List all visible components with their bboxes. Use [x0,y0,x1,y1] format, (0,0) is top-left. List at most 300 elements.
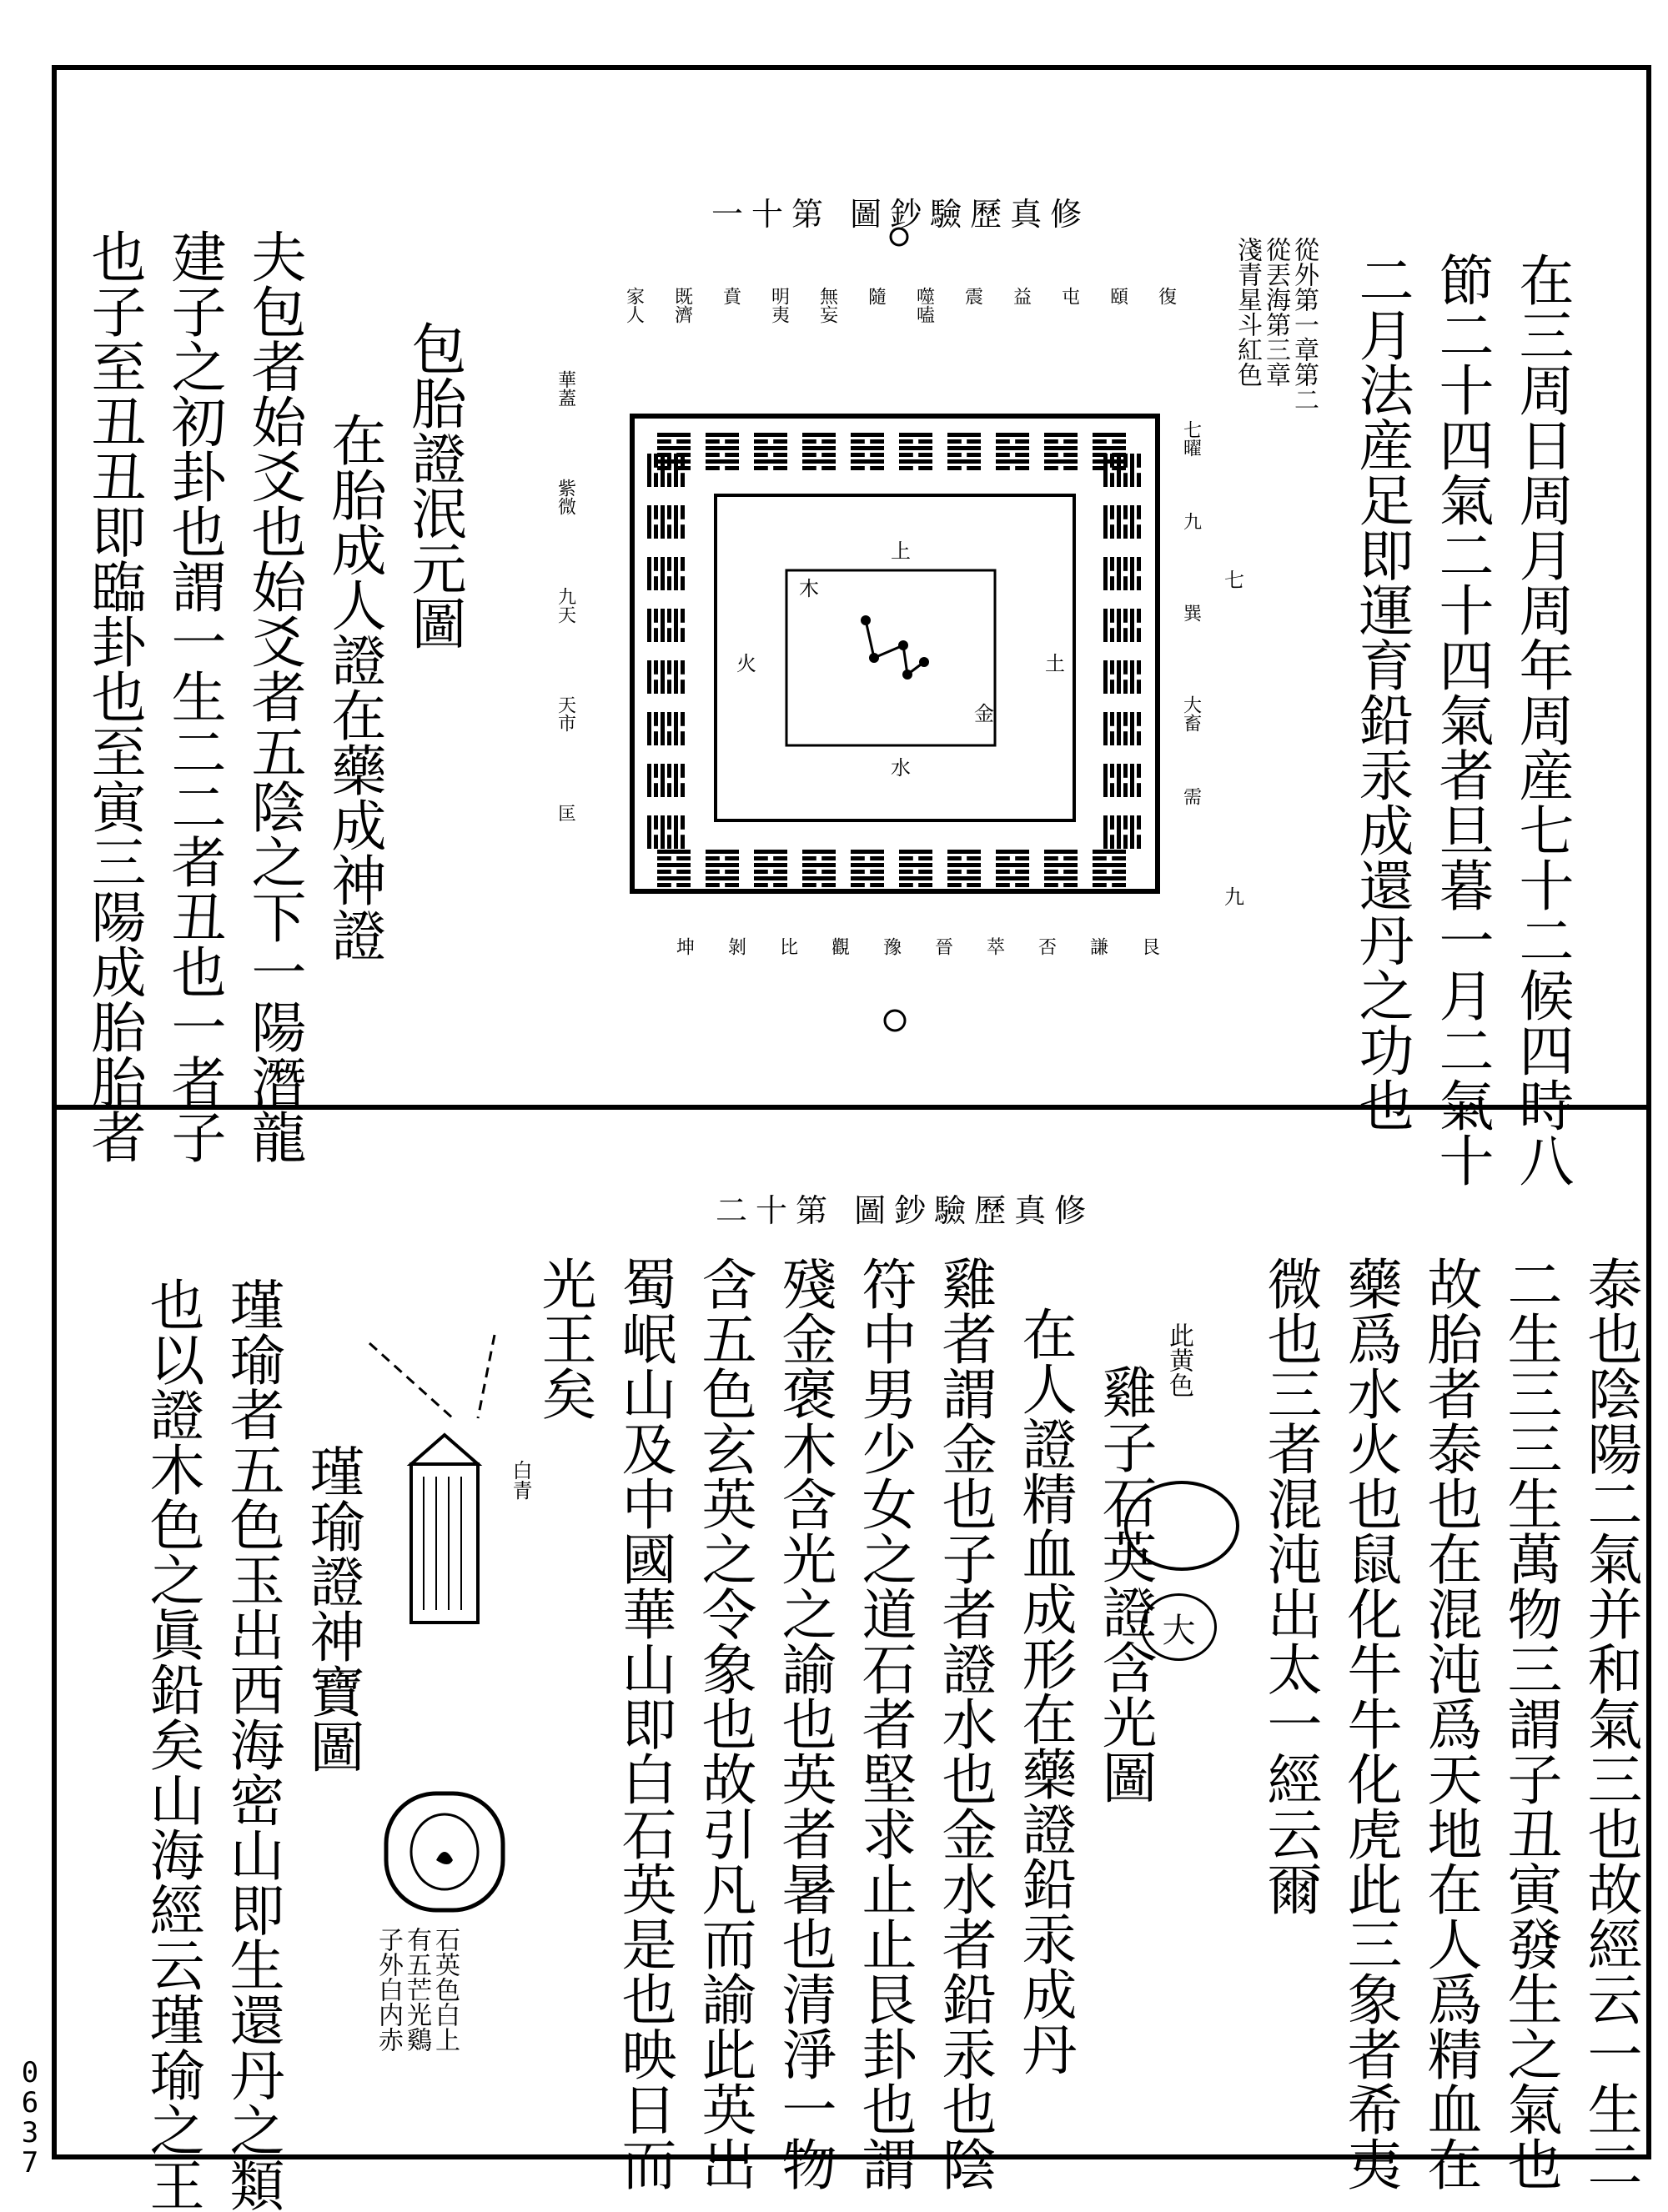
hexagram-line [1123,835,1128,849]
hexagram-line [996,439,1010,444]
hexagram-line [996,883,1010,887]
hexagram-line [754,870,768,874]
bottom-circle-marker [885,1011,905,1031]
diagram-label: 土 [1045,652,1065,675]
hexagram-line [996,433,1029,437]
hexagram-line [1110,628,1114,642]
bagua-diagram [524,220,1274,1054]
hexagram-line [674,557,678,590]
hexagram-line [667,835,671,849]
hexagram-line [754,459,787,464]
hexagram-line [1110,660,1114,675]
hexagram-line [802,883,816,887]
hexagram-line [1063,453,1078,457]
hexagram-line [947,466,962,470]
hexagram-line [661,454,665,487]
hexagram-line [851,453,865,457]
hexagram-line [1137,524,1141,539]
hexagram-line [1044,883,1058,887]
jade-illustration [361,1327,553,1994]
hexagram-line [667,473,671,487]
hexagram-line [1044,446,1078,450]
hexagram-line [851,850,884,854]
folio-digit: 0 [21,2056,39,2089]
hexagram-line [754,453,768,457]
annotation: 從外第一章第二 [1289,237,1319,412]
hexagram-line [899,870,913,874]
diagram-label: 謙 [1087,937,1108,956]
hexagram-line [996,863,1029,867]
diagram-heading: 包胎證泯元圖 [402,320,466,650]
hexagram-line [1117,764,1121,797]
hexagram-line [996,466,1010,470]
hexagram-line [1093,439,1107,444]
small-note: 白青 [509,1460,532,1500]
hexagram-line [851,856,865,860]
hexagram-line [1130,557,1134,590]
hexagram-line [996,870,1010,874]
hexagram-line [1137,576,1141,590]
hexagram-line [1110,557,1114,571]
hexagram-line [802,856,816,860]
hexagram-line [918,870,932,874]
hexagram-line [1117,557,1121,590]
diagram-label: 晉 [932,937,953,956]
diagram-label: 火 [736,652,756,675]
hexagram-line [1093,446,1126,450]
diagram-label: 天市 [555,695,576,732]
hexagram-line [947,870,962,874]
hexagram-line [754,466,768,470]
hexagram-line [1063,870,1078,874]
hexagram-line [681,731,685,745]
hexagram-line [1063,439,1078,444]
hexagram-line [870,870,884,874]
hexagram-line [967,856,981,860]
diagram-label: 九 [1180,512,1202,530]
hexagram-line [654,764,658,778]
hexagram-line [821,439,836,444]
hexagram-line [706,870,720,874]
hexagram-line [1112,870,1126,874]
hexagram-line [661,712,665,745]
hexagram-line [681,454,685,468]
hexagram-line [802,446,836,450]
hexagram-line [1103,712,1108,745]
hexagram-line [1123,505,1128,519]
hexagram-line [681,628,685,642]
hexagram-line [657,883,671,887]
diagram-label: 萃 [983,937,1005,956]
hexagram-line [654,557,658,571]
hexagram-line [947,850,981,854]
hexagram-line [661,764,665,797]
hexagram-line [870,466,884,470]
diagram-label: 坤 [673,937,695,956]
hexagram-line [967,883,981,887]
diagram-label: 明夷 [768,287,790,324]
circle-badge-label: 大 [1162,1612,1196,1650]
hexagram-line [1015,856,1029,860]
hexagram-line [851,433,884,437]
hexagram-line [654,628,658,642]
hexagram-line [674,660,678,694]
hexagram-line [870,856,884,860]
text-column: 雞者謂金也子者證水也金水者鉛汞也陰 [932,1256,997,2191]
hexagram-line [802,453,816,457]
hexagram-line [647,505,651,539]
hexagram-line [1117,609,1121,642]
hexagram-line [899,446,932,450]
text-column: 在三周日周月周年周産七十二候四時八 [1510,252,1574,1187]
hexagram-line [681,660,685,675]
hexagram-line [802,433,836,437]
hexagram-line [676,870,691,874]
hexagram-line [706,856,720,860]
hexagram-line [947,876,981,880]
hexagram-line [1110,731,1114,745]
top-left-text [73,228,474,1164]
hexagram-line [1137,783,1141,797]
hexagram-line [754,883,768,887]
hexagram-line [1063,883,1078,887]
hexagram-line [821,466,836,470]
hexagram-line [1103,660,1108,694]
hexagram-line [1044,466,1058,470]
hexagram-line [1015,439,1029,444]
diagram-subheading: 在人證精血成形在藥證鉛汞成丹 [1012,1306,1077,2076]
diagram-label: 隨 [865,287,887,305]
hexagram-line [681,680,685,694]
hexagram-line [725,883,739,887]
hexagram-line [947,459,981,464]
diagram-label: 比 [776,937,798,956]
hexagram-line [1015,870,1029,874]
text-column: 也以證木色之眞鉛矣山海經云瑾瑜之王 [140,1277,204,2212]
hexagram-line [706,439,720,444]
hexagram-line [647,764,651,797]
hexagram-line [1123,712,1128,726]
diagram-label: 匡 [555,804,576,822]
hexagram-line [773,883,787,887]
hexagram-line [1137,628,1141,642]
diagram-label: 賁 [720,287,741,305]
hexagram-line [647,815,651,849]
diagram-label: 金 [974,702,994,725]
hexagram-line [706,446,739,450]
hexagram-line [661,660,665,694]
hexagram-line [1063,856,1078,860]
hexagram-line [754,433,787,437]
hexagram-line [996,459,1029,464]
hexagram-line [851,446,884,450]
hexagram-line [667,712,671,726]
hexagram-line [657,870,671,874]
annotation: 從丟海第三章 [1261,237,1290,387]
hexagram-line [647,557,651,590]
hexagram-line [773,856,787,860]
diagram-heading: 雞子石英證含光圖 [1093,1364,1157,1804]
hexagram-line [947,439,962,444]
hexagram-line [1130,609,1134,642]
hexagram-line [851,870,865,874]
hexagram-line [1112,856,1126,860]
hexagram-line [918,439,932,444]
hexagram-line [802,850,836,854]
diagram-label: 豫 [880,937,902,956]
hexagram-line [821,883,836,887]
hexagram-line [1112,439,1126,444]
hexagram-line [870,439,884,444]
diagram-subheading: 在胎成人證在藥成神證 [322,412,386,962]
star-map [861,615,929,680]
hexagram-line [654,815,658,830]
hexagram-line [654,473,658,487]
hexagram-line [1137,764,1141,778]
hexagram-line [654,576,658,590]
hexagram-line [1093,433,1126,437]
hexagram-line [725,870,739,874]
hexagram-line [899,850,932,854]
folio-digit: 6 [21,2086,39,2119]
diagram-label: 上 [891,539,911,563]
hexagram-line [773,466,787,470]
hexagram-line [681,712,685,726]
hexagram-line [1137,712,1141,726]
hexagram-line [667,628,671,642]
diagram-label: 剝 [725,937,746,956]
hexagram-line [1123,815,1128,830]
hexagram-line [947,856,962,860]
hexagram-line [1130,454,1134,487]
text-column: 二生三三生萬物三謂子丑寅發生之氣也 [1498,1256,1562,2191]
hexagram-line [947,453,962,457]
hexagram-line [1130,815,1134,849]
hexagram-line [654,731,658,745]
hexagram-line [1110,524,1114,539]
hexagram-line [1130,764,1134,797]
hexagram-line [1103,454,1108,487]
hexagram-line [754,439,768,444]
text-column: 瑾瑜者五色玉出西海密山即生還丹之類 [220,1277,284,2212]
top-circle-marker [891,228,907,245]
diagram-label: 否 [1035,937,1057,956]
hexagram-line [1044,433,1078,437]
hexagram-line [1117,454,1121,487]
hexagram-line [1110,783,1114,797]
hexagram-line [802,870,816,874]
hexagram-line [1117,505,1121,539]
diagram-label: 家人 [623,287,645,324]
hexagram-line [681,505,685,519]
hexagram-line [661,557,665,590]
diagram-label: 無妄 [816,287,838,324]
hexagram-line [996,850,1029,854]
hexagram-line [1110,712,1114,726]
hexagram-line [681,609,685,623]
hexagram-line [674,712,678,745]
hexagram-line [918,466,932,470]
hexagram-line [674,764,678,797]
folio-digit: 7 [21,2146,39,2179]
hexagram-line [676,856,691,860]
hexagram-line [706,453,720,457]
hexagram-line [667,764,671,778]
hexagram-line [1137,660,1141,675]
hexagram-line [1130,505,1134,539]
caption-line: 石英色白上 [430,1927,460,2052]
hexagram-line [851,883,865,887]
hexagram-line [754,850,787,854]
hexagram-line [773,439,787,444]
diagram-label: 紫微 [555,479,576,515]
hexagram-line [899,459,932,464]
hexagram-line [1093,856,1107,860]
diagram-heading: 瑾瑜證神寶圖 [300,1443,364,1773]
hexagram-line [1093,870,1107,874]
diagram-label: 噬嗑 [913,287,935,324]
hexagram-line [667,731,671,745]
hexagram-line [1117,660,1121,694]
hexagram-line [1137,557,1141,571]
hexagram-line [725,453,739,457]
diagram-label: 屯 [1058,287,1080,305]
hexagram-line [947,883,962,887]
color-annotation: 此黄色 [1164,1322,1193,1397]
hexagram-line [996,876,1029,880]
hexagram-line [654,835,658,849]
hexagram-line [802,459,836,464]
hexagram-line [1015,883,1029,887]
hexagram-line [661,505,665,539]
hexagram-line [918,453,932,457]
hexagram-line [1137,731,1141,745]
hexagram-line [667,524,671,539]
hexagram-line [654,524,658,539]
diagram-label: 既濟 [671,287,693,324]
hexagram-line [1044,876,1078,880]
hexagram-line [657,850,691,854]
text-column: 夫包者始爻也始爻者五陰之下一陽潛龍 [242,228,306,1164]
hexagram-line [667,505,671,519]
hexagram-line [654,505,658,519]
hexagram-line [918,883,932,887]
diagram-label: 九天 [555,587,576,624]
hexagram-line [657,876,691,880]
bottom-title: 修真歷驗鈔圖 第十二 [716,1192,1095,1229]
hexagram-line [657,439,671,444]
hexagram-line [899,453,913,457]
hexagram-line [654,660,658,675]
diagram-label: 益 [1010,287,1032,305]
diagram-label: 巽 [1180,604,1202,622]
hexagram-line [681,764,685,778]
hexagram-line [1123,454,1128,468]
diagram-label: 大畜 [1180,695,1202,732]
diagram-label: 頤 [1107,287,1128,305]
hexagram-line [654,454,658,468]
text-column: 光王矣 [532,1256,596,1421]
caption-line: 有五芒光鷄 [402,1927,431,2052]
text-column: 建子之初卦也謂一生二二者丑也一者子 [162,228,226,1164]
hexagram-line [1137,835,1141,849]
hexagram-line [667,815,671,830]
hexagram-line [681,815,685,830]
hexagram-line [667,680,671,694]
hexagram-line [1044,850,1078,854]
hexagram-line [1110,835,1114,849]
hexagram-line [681,524,685,539]
hexagram-line [1103,505,1108,539]
diagram-label: 需 [1180,787,1202,805]
hexagram-line [967,439,981,444]
diagram-label: 觀 [828,937,850,956]
hexagram-line [654,680,658,694]
diagram-label: 水 [891,756,911,780]
hexagram-line [1103,815,1108,849]
hexagram-line [802,876,836,880]
hexagram-line [667,557,671,571]
hexagram-line [754,863,787,867]
hexagram-line [1130,660,1134,694]
hexagram-line [674,609,678,642]
text-column: 也子至丑丑即臨卦也至寅三陽成胎胎者 [82,228,146,1164]
hexagram-line [657,863,691,867]
bottom-panel [57,1110,1646,2212]
hexagram-line [674,815,678,849]
hexagram-line [647,609,651,642]
hexagram-line [773,453,787,457]
hexagram-line [1110,764,1114,778]
hexagram-line [1137,473,1141,487]
hexagram-line [773,870,787,874]
hexagram-line [706,466,720,470]
hexagram-line [1044,856,1058,860]
top-panel [57,70,1646,1187]
hexagram-line [667,454,671,468]
hexagram-line [967,466,981,470]
hexagram-line [706,850,739,854]
hexagram-line [1123,576,1128,590]
hexagram-line [1112,883,1126,887]
hexagram-line [851,439,865,444]
hexagram-line [802,863,836,867]
hexagram-line [967,870,981,874]
hexagram-line [1137,454,1141,468]
hexagram-line [647,454,651,487]
hexagram-line [681,473,685,487]
hexagram-line [657,446,691,450]
hexagram-line [1044,453,1058,457]
hexagram-line [1110,454,1114,468]
stone-caption [374,1927,459,2052]
hexagram-line [681,576,685,590]
hexagram-line [899,433,932,437]
hexagram-line [967,453,981,457]
hexagram-line [1110,815,1114,830]
hexagram-line [706,459,739,464]
text-column: 故胎者泰也在混沌爲天地在人爲精血在 [1418,1256,1482,2191]
hexagram-line [1015,466,1029,470]
hexagram-line [1137,815,1141,830]
hexagram-line [674,454,678,487]
hexagram-line [667,783,671,797]
diagram-label: 震 [962,287,983,305]
hexagram-line [1123,680,1128,694]
hexagram-line [661,609,665,642]
diagram-label: 七曜 [1180,420,1202,457]
hexagram-line [851,459,884,464]
